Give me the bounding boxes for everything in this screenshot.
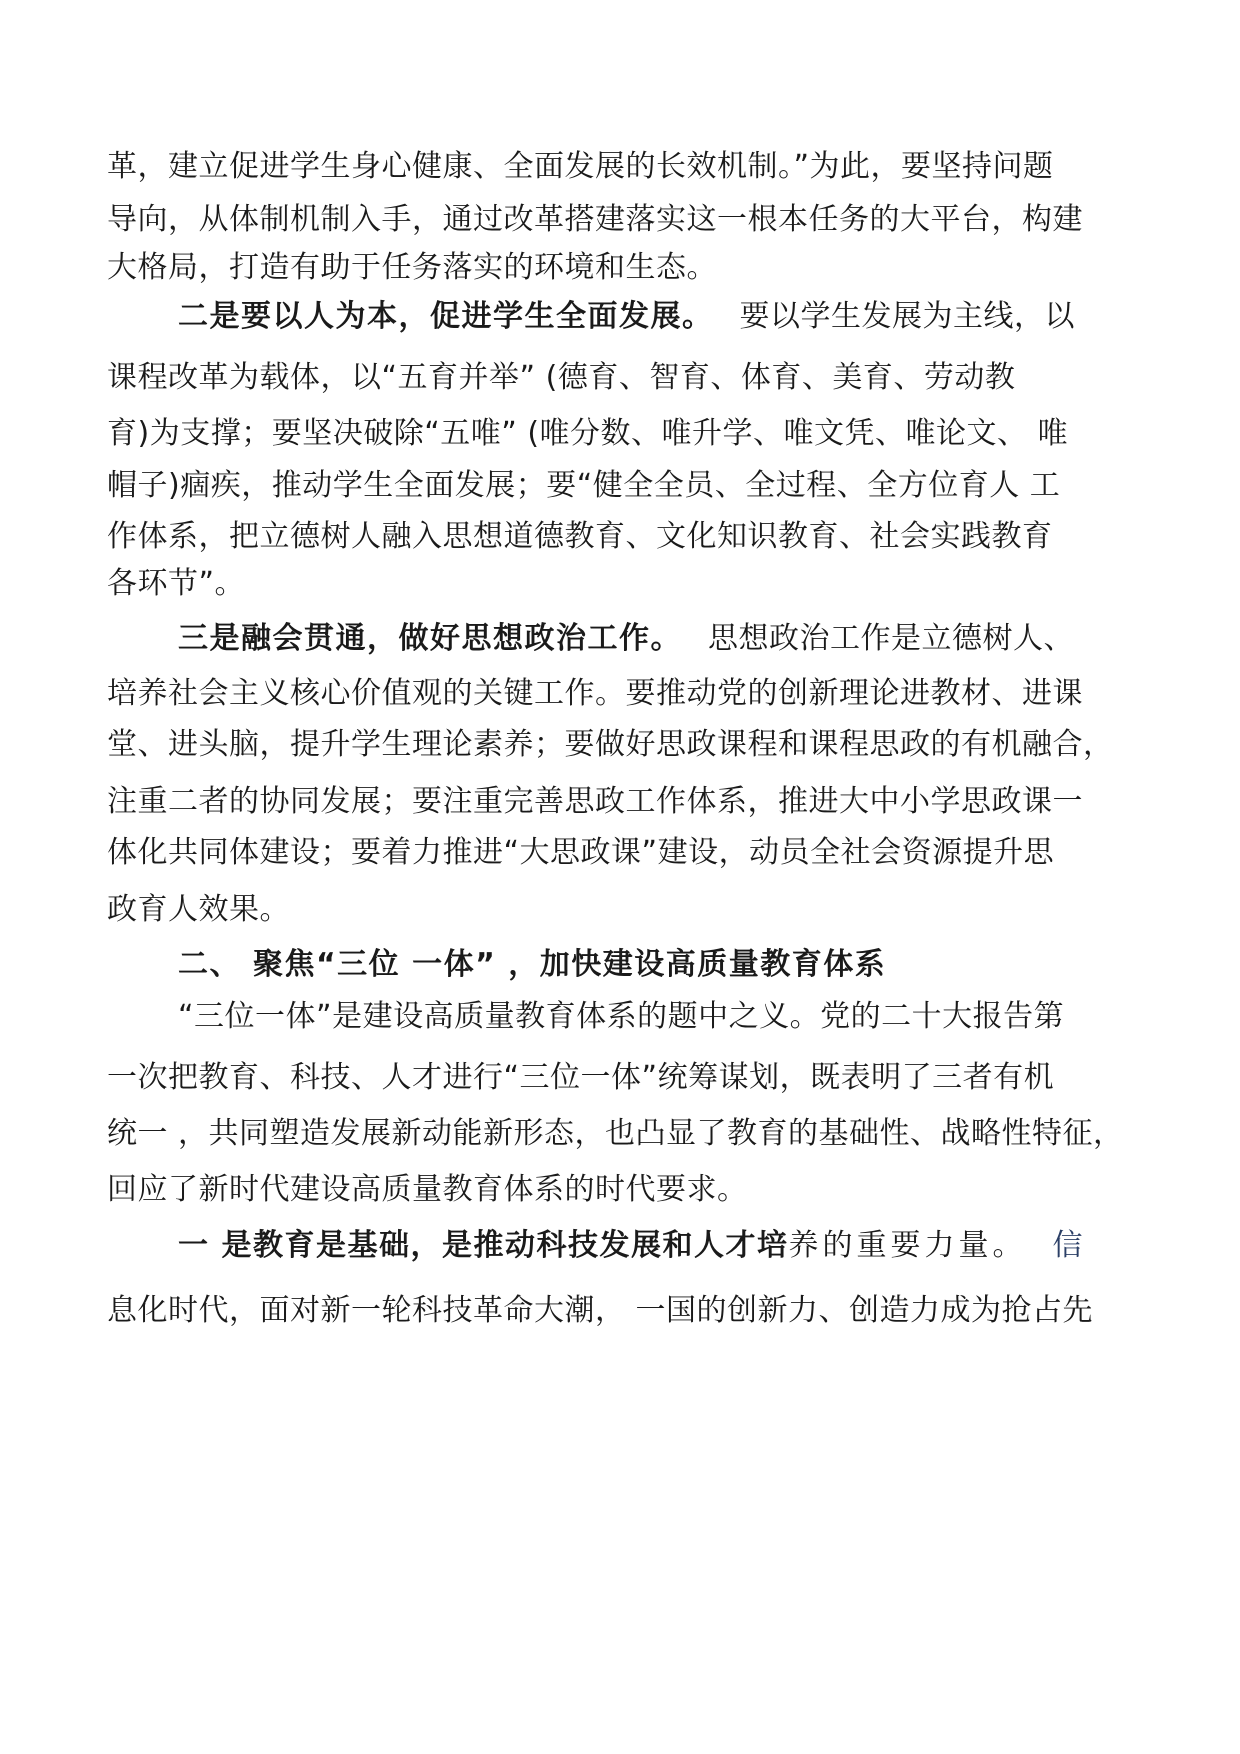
text-line: 革，建立促进学生身心健康、全面发展的长效机制。”为此，要坚持问题 — [107, 149, 1054, 184]
text-line: “三位一体”是建设高质量教育体系的题中之义。党的二十大报告第 — [178, 999, 1065, 1034]
paragraph-first-line — [178, 297, 1075, 337]
text-line: 堂、进头脑，提升学生理论素养；要做好思政课程和课程思政的有机融合， — [107, 727, 1114, 762]
paragraph-text: 思想政治工作是立德树人、 — [708, 621, 1074, 656]
text-line: 大格局，打造有助于任务落实的环境和生态。 — [107, 250, 717, 285]
paragraph-heading: 一 是教育是基础，是推动科技发展和人才培 — [178, 1228, 789, 1263]
text-line: 导向，从体制机制入手，通过改革搭建落实这一根本任务的大平台，构建 — [107, 202, 1083, 237]
text-line: 育)为支撑；要坚决破除“五唯” (唯分数、唯升学、唯文凭、唯论文、 唯 — [107, 416, 1069, 451]
text-line: 政育人效果。 — [107, 892, 290, 927]
text-line: 一次把教育、科技、人才进行“三位一体”统筹谋划，既表明了三者有机 — [107, 1060, 1055, 1095]
text-line: 作体系，把立德树人融入思想道德教育、文化知识教育、社会实践教育 — [107, 519, 1053, 554]
text-line: 统一 ，共同塑造发展新动能新形态，也凸显了教育的基础性、战略性特征， — [107, 1116, 1124, 1151]
text-line: 体化共同体建设；要着力推进“大思政课”建设，动员全社会资源提升思 — [107, 835, 1055, 870]
paragraph-text: 要以学生发展为主线，以 — [739, 299, 1075, 334]
paragraph-heading: 二是要以人为本，促进学生全面发展。 — [178, 299, 714, 334]
text-line: 各环节”。 — [107, 566, 246, 601]
paragraph-tail: 信 — [1052, 1228, 1083, 1263]
text-line: 课程改革为载体，以“五育并举” (德育、智育、体育、美育、劳动教 — [107, 360, 1016, 395]
text-line: 帽子)痼疾，推动学生全面发展；要“健全全员、全过程、全方位育人 工 — [107, 468, 1061, 503]
paragraph-first-line — [178, 1226, 1083, 1266]
text-line: 息化时代，面对新一轮科技革命大潮， 一国的创新力、创造力成为抢占先 — [107, 1293, 1094, 1328]
paragraph-first-line — [178, 619, 1074, 659]
section-heading: 二、 聚焦“三位 一体” ，加快建设高质量教育体系 — [178, 947, 887, 982]
paragraph-text: 养的重要力量。 — [788, 1228, 1027, 1263]
text-line: 注重二者的协同发展；要注重完善思政工作体系，推进大中小学思政课一 — [107, 784, 1083, 819]
text-line: 培养社会主义核心价值观的关键工作。要推动党的创新理论进教材、进课 — [107, 676, 1083, 711]
paragraph-heading: 三是融会贯通，做好思想政治工作。 — [178, 621, 682, 656]
text-line: 回应了新时代建设高质量教育体系的时代要求。 — [107, 1172, 748, 1207]
